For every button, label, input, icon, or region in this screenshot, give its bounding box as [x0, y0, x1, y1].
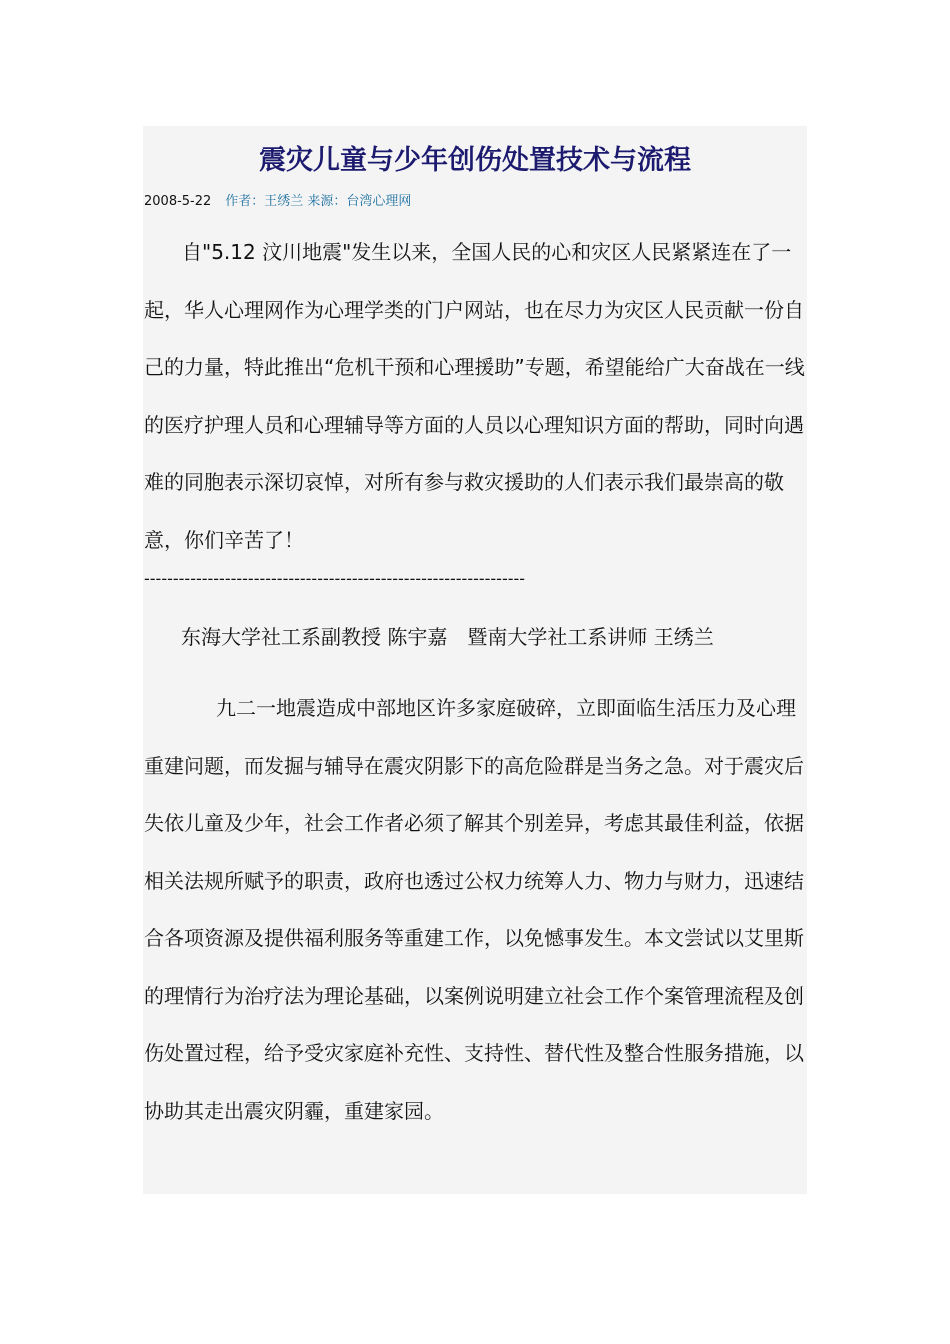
- author-source-byline: 作者：王绣兰 来源：台湾心理网: [225, 194, 412, 209]
- section-divider: ------------------------------------------------------------------: [144, 569, 526, 588]
- intro-paragraph: 自"5.12 汶川地震"发生以来，全国人民的心和灾区人民紧紧连在了一起，华人心理网作为心理学类的门户网站，也在尽力为灾区人民贡献一份自己的力量，特此推出“危机干预和心理援助”专题，希望能给广大奋战在一线的医疗护理人员和心理辅导等方面的人员以心理知识方面的帮助，同时向遇难的同胞表示深切哀悼，对所有参与救灾援助的人们表示我们最崇高的敬意，你们辛苦了！: [144, 240, 805, 552]
- article-panel: [143, 126, 807, 1194]
- body-paragraph: 九二一地震造成中部地区许多家庭破碎，立即面临生活压力及心理重建问题，而发掘与辅导在震灾阴影下的高危险群是当务之急。对于震灾后失依儿童及少年，社会工作者必须了解其个别差异，考虑其最佳利益，依据相关法规所赋予的职责，政府也透过公权力统筹人力、物力与财力，迅速结合各项资源及提供福利服务等重建工作，以免憾事发生。本文尝试以艾里斯的理情行为治疗法为理论基础，以案例说明建立社会工作个案管理流程及创伤处置过程，给予受灾家庭补充性、支持性、替代性及整合性服务措施，以协助其走出震灾阴霾，重建家园。: [144, 696, 804, 1123]
- article-title: 震灾儿童与少年创伤处置技术与流程: [259, 145, 691, 176]
- article-meta: [144, 190, 411, 209]
- authors-line: 东海大学社工系副教授 陈宇嘉 暨南大学社工系讲师 王绣兰: [181, 625, 714, 649]
- publish-date: 2008-5-22: [144, 194, 212, 209]
